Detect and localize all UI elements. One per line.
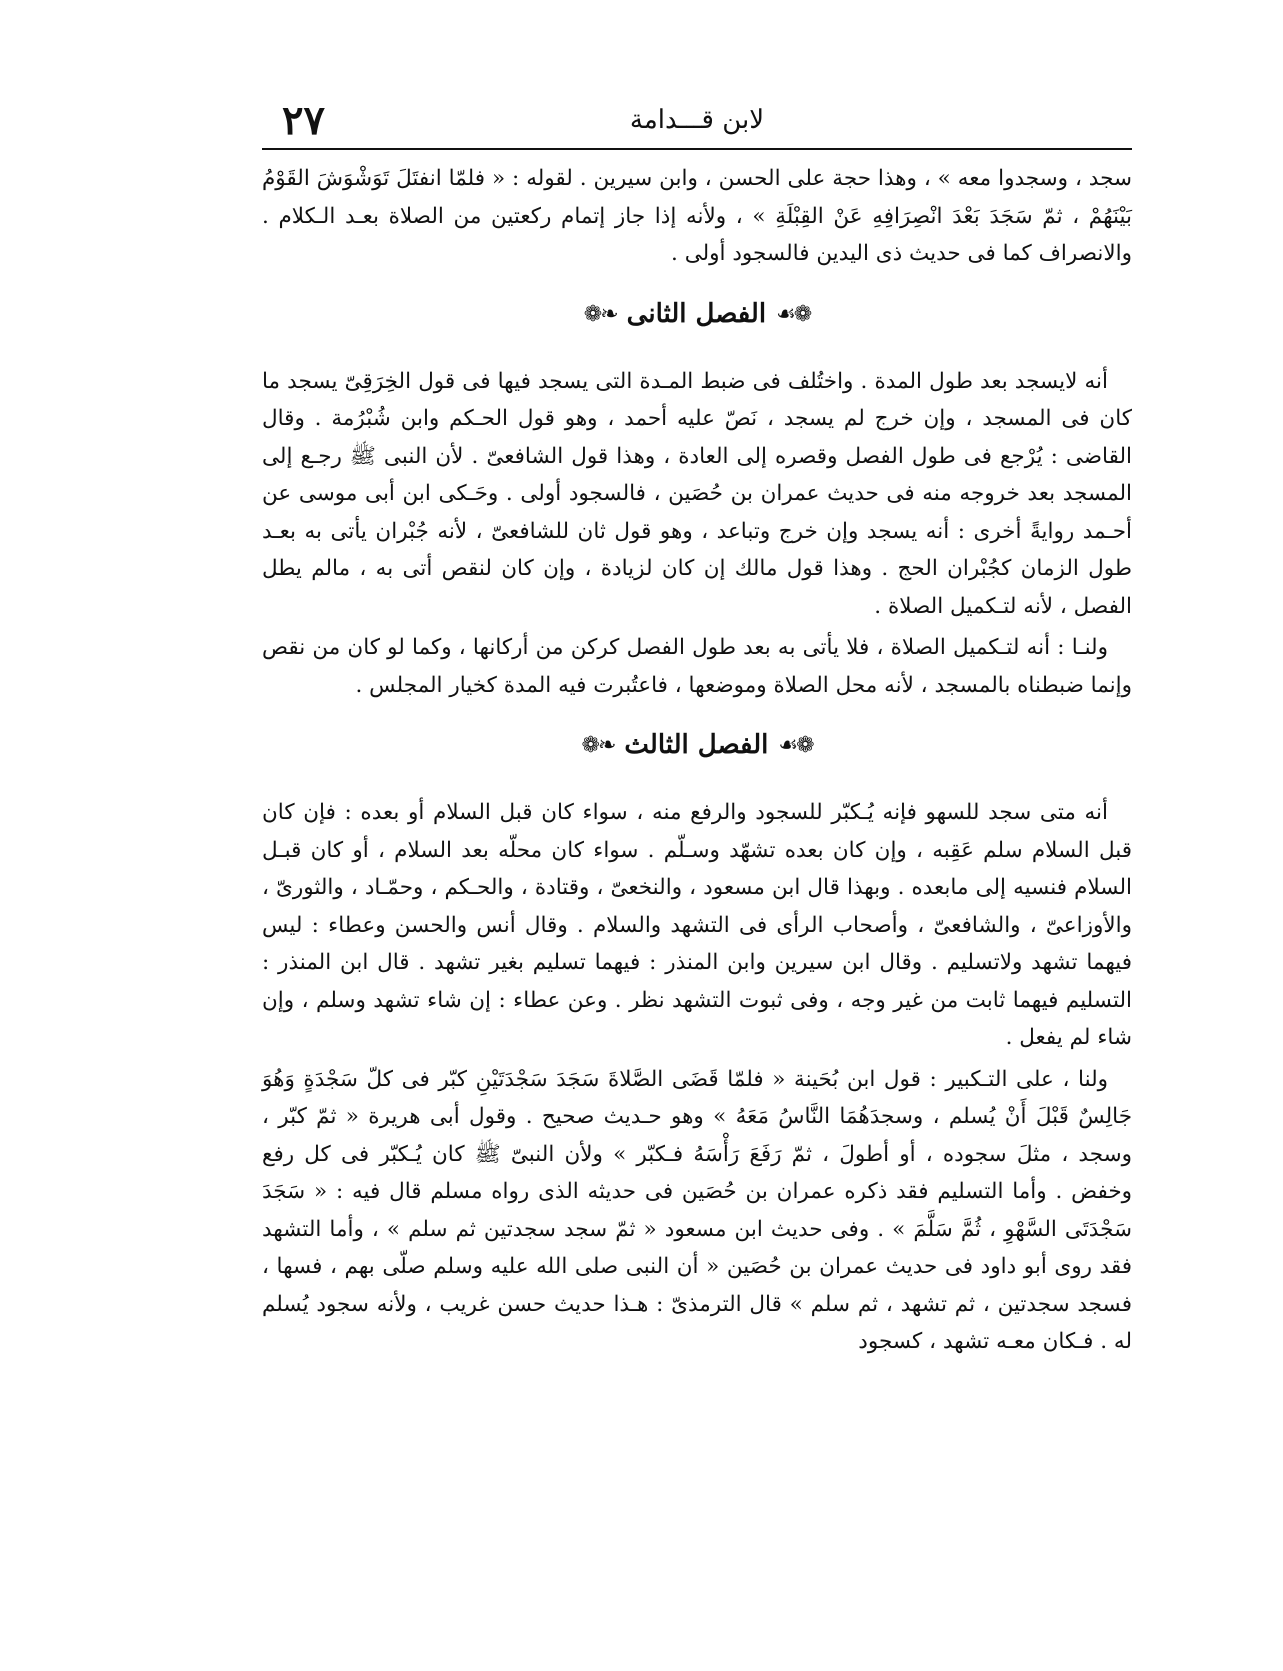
ornament-left-icon: ❧❁ (583, 301, 617, 327)
paragraph: سجد ، وسجدوا معه » ، وهذا حجة على الحسن ، وابن سيرين . لقوله : « فلمّا انفتَلَ تَوَشْوَشَ القَوْمُ بَيْنَهُمْ ، ثمّ سَجَدَ بَعْدَ انْصِرَافِهِ عَنْ القِبْلَةِ » ، ولأنه إذا جاز إتمام ركعتين من الصلاة بعـد الـكلام . والانصراف كما فى حديث ذى اليدين فالسجود أولى . (262, 166, 1132, 266)
ornament-right-icon: ❁☙ (776, 301, 811, 327)
ornament-right-icon: ❁☙ (778, 733, 813, 759)
section-heading-third (262, 716, 1132, 776)
section-title: الفصل الثانى (626, 298, 767, 329)
running-head: لابن قـــدامة (629, 105, 765, 135)
paragraph: ولنا ، على التـكبير : قول ابن بُحَينة « فلمّا قَضَى الصَّلاةَ سَجَدَ سَجْدَتَيْنِ كبّر فى كلّ سَجْدَةٍ وَهُوَ جَالِسٌ قَبْلَ أَنْ يُسلم ، وسجدَهُمَا النَّاسُ مَعَهُ » وهو حـديث صحيح . وقول أبى هريرة « ثمّ كبّر ، وسجد ، مثلَ سجوده ، أو أطولَ ، ثمّ رَفَعَ رَأْسَهُ فـكبّر » ولأن النبىّ ﷺ كان يُـكبّر فى كل رفع وخفض . وأما التسليم فقد ذكره عمران بن حُصَين فى حديثه الذى رواه مسلم قال فيه : « سَجَدَ سَجْدَتَى السَّهْوِ ، ثُمَّ سَلَّمَ » . وفى حديث ابن مسعود « ثمّ سجد سجدتين ثم سلم » ، وأما التشهد فقد روى أبو داود فى حديث عمران بن حُصَين « أن النبى صلى الله عليه وسلم صلّى بهم ، فسها ، فسجد سجدتين ، ثم تشهد ، ثم سلم » قال الترمذىّ : هـذا حديث حسن غريب ، ولأنه سجود يُسلم له . فـكان معـه تشهد ، كسجود (262, 1066, 1132, 1354)
page-body (262, 160, 1132, 1365)
paragraph: أنه متى سجد للسهو فإنه يُـكبّر للسجود والرفع منه ، سواء كان قبل السلام أو بعده : فإن كان قبل السلام سلم عَقِبه ، وإن كان بعده تشهّد وسـلّم . سواء كان محلّه بعد السلام ، أو كان قبـل السلام فنسيه إلى مابعده . وبهذا قال ابن مسعود ، والنخعىّ ، وقتادة ، والحـكم ، وحمّـاد ، والثورىّ ، والأوزاعىّ ، والشافعىّ ، وأصحاب الرأى فى التشهد والسلام . وقال أنس والحسن وعطاء : ليس فيهما تشهد ولاتسليم . وقال ابن سيرين وابن المنذر : فيهما تسليم بغير تشهد . قال ابن المنذر : التسليم فيهما ثابت من غير وجه ، وفى ثبوت التشهد نظر . وعن عطاء : إن شاء تشهد وسلم ، وإن شاء لم يفعل . (262, 800, 1132, 1050)
ornament-left-icon: ❧❁ (581, 733, 615, 759)
section-title: الفصل الثالث (624, 730, 769, 761)
page-header (262, 96, 1132, 146)
section-heading-second (262, 285, 1132, 345)
header-rule (262, 148, 1132, 150)
paragraph: ولنـا : أنه لتـكميل الصلاة ، فلا يأتى به بعد طول الفصل كركن من أركانها ، وكما لو كان من نقص وإنما ضبطناه بالمسجد ، لأنه محل الصلاة وموضعها ، فاعتُبرت فيه المدة كخيار المجلس . (262, 635, 1132, 698)
paragraph: أنه لايسجد بعد طول المدة . واختُلف فى ضبط المـدة التى يسجد فيها فى قول الخِرَقِىّ يسجد ما كان فى المسجد ، وإن خرج لم يسجد ، نَصّ عليه أحمد ، وهو قول الحـكم وابن شُبْرُمة . وقال القاضى : يُرْجع فى طول الفصل وقصره إلى العادة ، وهذا قول الشافعىّ . لأن النبى ﷺ رجـع إلى المسجد بعد خروجه منه فى حديث عمران بن حُصَين ، فالسجود أولى . وحَـكى ابن أبى موسى عن أحـمد روايةً أخرى : أنه يسجد وإن خرج وتباعد ، وهو قول ثان للشافعىّ ، لأنه جُبْران يأتى به بعـد طول الزمان كجُبْران الحج . وهذا قول مالك إن كان لزيادة ، وإن كان لنقص أتى به ، مالم يطل الفصل ، لأنه لتـكميل الصلاة . (262, 368, 1132, 619)
page-number: ٢٧ (282, 97, 325, 144)
